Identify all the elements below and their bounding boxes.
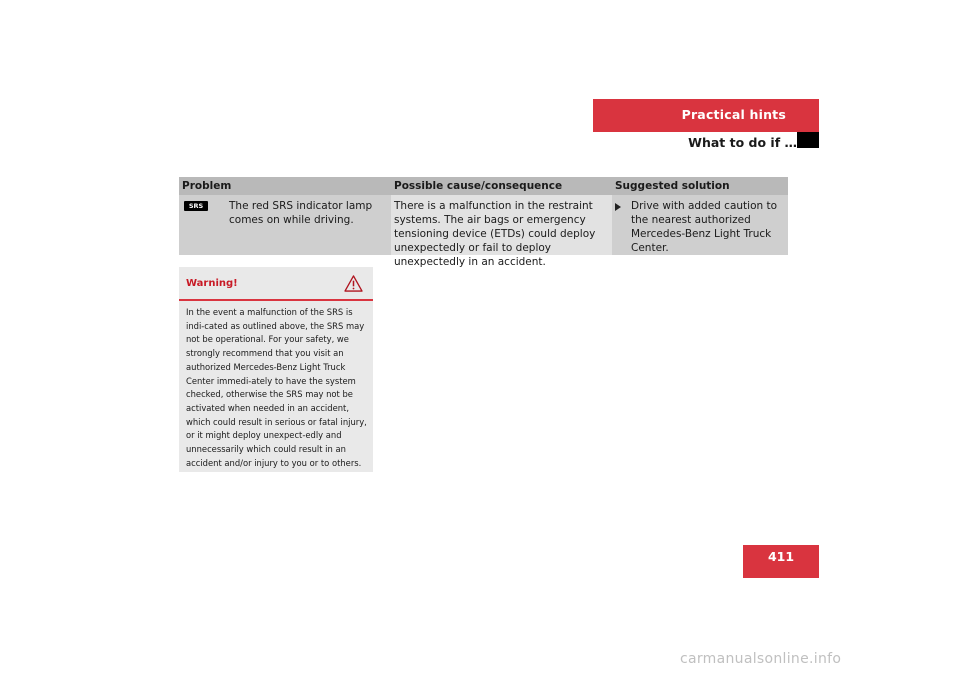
watermark-text: carmanualsonline.info	[680, 651, 842, 667]
subsection-title: What to do if …	[688, 135, 797, 150]
warning-header	[179, 267, 373, 301]
troubleshooting-table	[179, 177, 788, 268]
page-number: 411	[743, 545, 819, 578]
column-header-solution: Suggested solution	[615, 180, 730, 192]
table-header-row	[179, 177, 788, 195]
warning-text: In the event a malfunction of the SRS is indi-cated as outlined above, the SRS may not be operational. For your safety, we strongly recommend that you visit an authorized Mercedes-Benz Light Truck Center immedi-ately to have the system checked, otherwise the SRS may not be activated when needed in an accident, which could result in serious or fatal injury, or it might deploy unexpect-edly and unnecessarily which could result in an accident and/or injury to you or to others.	[186, 307, 367, 468]
bullet-arrow-icon	[615, 203, 621, 211]
header-tab-marker	[797, 132, 819, 148]
column-header-problem: Problem	[182, 180, 232, 192]
srs-indicator-icon: SRS	[184, 201, 208, 211]
warning-triangle-icon	[344, 275, 363, 292]
column-header-cause: Possible cause/consequence	[394, 180, 563, 192]
problem-text: The red SRS indicator lamp comes on while driving.	[229, 200, 373, 226]
section-title: Practical hints	[681, 107, 786, 122]
warning-box	[179, 267, 373, 472]
section-header-bar	[593, 99, 819, 132]
problem-cell	[179, 195, 391, 255]
solution-cell	[612, 195, 788, 255]
warning-title: Warning!	[186, 278, 238, 289]
solution-text: Drive with added caution to the nearest authorized Mercedes-Benz Light Truck Center.	[631, 200, 778, 254]
cause-cell: There is a malfunction in the restraint systems. The air bags or emergency tensioning device (ETDs) could deploy unexpectedly or fail to deploy unexpectedly in an accident.	[391, 195, 612, 255]
table-row	[179, 195, 788, 268]
